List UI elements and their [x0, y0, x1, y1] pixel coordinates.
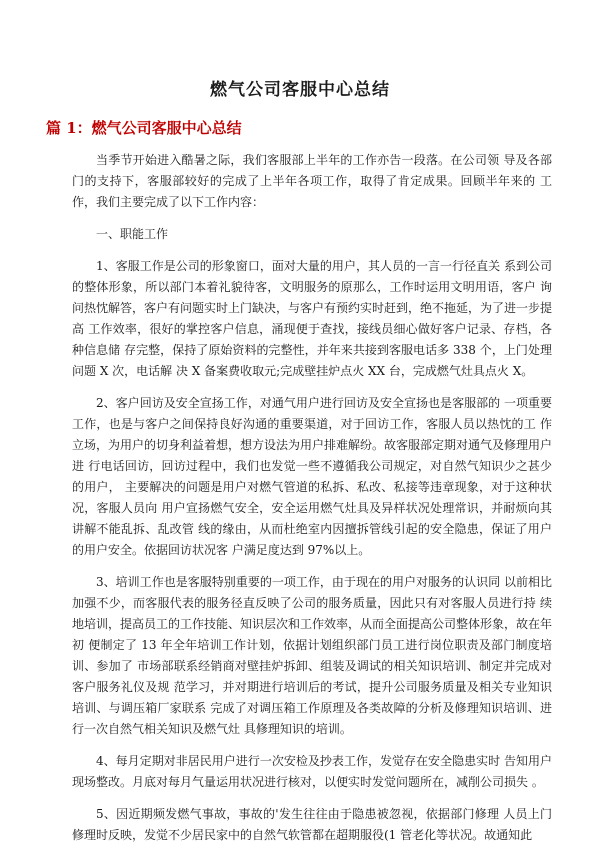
paragraph-intro: 当季节开始进入酷暑之际，我们客服部上半年的工作亦告一段落。在公司领 导及各部门的支持下，客服部较好的完成了上半年各项工作，取得了肯定成果。回顾半年来的 工作，我们主要完成了以下工作内容： [72, 153, 552, 209]
paragraph-item-1: 1、客服工作是公司的形象窗口，面对大量的用户，其人员的一言一行径直关 系到公司的整体形象，所以部门本着礼貌待客，文明服务的原那么，工作时运用文明用语，客户 询问热忱解答，客户有问题实时上门缺决，与客户有预约实时赶到，绝不拖延，为了进一步提高 工作效率，很好的掌控客户信息，涌现便于查找，接线员细心做好客户记录、存档，各种信息储 存完整，保持了原始资料的完整性，并年来共接到客服电话多 338 个，上门处理问题 X 次，电话解 决 X 备案费收取元;完成壁挂炉点火 XX 台，完成燃气灶具点火 X。 [72, 259, 553, 378]
paragraph-item-3: 3、培训工作也是客服特别重要的一项工作，由于现在的用户对服务的认识同 以前相比加强不少，而客服代表的服务径直反映了公司的服务质量，因此只有对客服人员进行持 续地培训，提高员工的工作技能、知识层次和工作效率，从而全面提高公司整体形象，故在年初 便制定了 13 年全年培训工作计划，依据计划组织部门员工进行岗位职责及部门制度培训、参加了 市场部联系经销商对壁挂炉拆卸、组装及调试的相关知识培训、制定并完成对客户服务礼仪及规 范学习，并对期进行培训后的考试，提升公司服务质量及相关专业知识培训、与调压箱厂家联系 完成了对调压箱工作原理及各类故障的分析及修理知识培训、进行一次自然气相关知识及燃气灶 具修理知识的培训。 [72, 575, 553, 736]
paragraph-item-2: 2、客户回访及安全宣扬工作，对通气用户进行回访及安全宣扬也是客服部的 一项重要工作，也是与客户之间保持良好沟通的重要渠道，对于回访工作，客服人员以热忱的工 作立场，为用户的切身利益着想，想方设法为用户排难解纷。故客服部定期对通气及修理用户进 行电话回访，回访过程中，我们也发觉一些不遵循我公司规定，对自然气知识少之甚少的用户， 主要解决的问题是用户对燃气管道的私拆、私改、私接等违章现象，对于这种状况，客服人员向 用户宣扬燃气安全，安全运用燃气灶具及异样状况处理常识，并耐烦向其讲解不能乱拆、乱改管 线的缘由，从而杜绝室内因擅拆管线引起的安全隐患，保证了用户的用户安全。依据回访状况客 户满足度达到 97%以上。 [72, 396, 553, 557]
document-body [72, 150, 552, 846]
paragraph-heading-functional-work: 一、职能工作 [96, 227, 169, 241]
paragraph-item-5: 5、因近期频发燃气事故，事故的'发生往往由于隐患被忽视，依据部门修理 人员上门修理时反映，发觉不少居民家中的自然气软管都在超期服役(1 管老化等状况。故通知此 [72, 807, 552, 842]
section-title: 篇 1：燃气公司客服中心总结 [46, 119, 242, 137]
paragraph-item-4: 4、每月定期对非居民用户进行一次安检及抄表工作，发觉存在安全隐患实时 告知用户现场整改。月底对每月气量运用状况进行核对，以便实时发觉问题所在，减削公司损失 。 [72, 754, 552, 789]
document-title: 燃气公司客服中心总结 [210, 80, 390, 100]
